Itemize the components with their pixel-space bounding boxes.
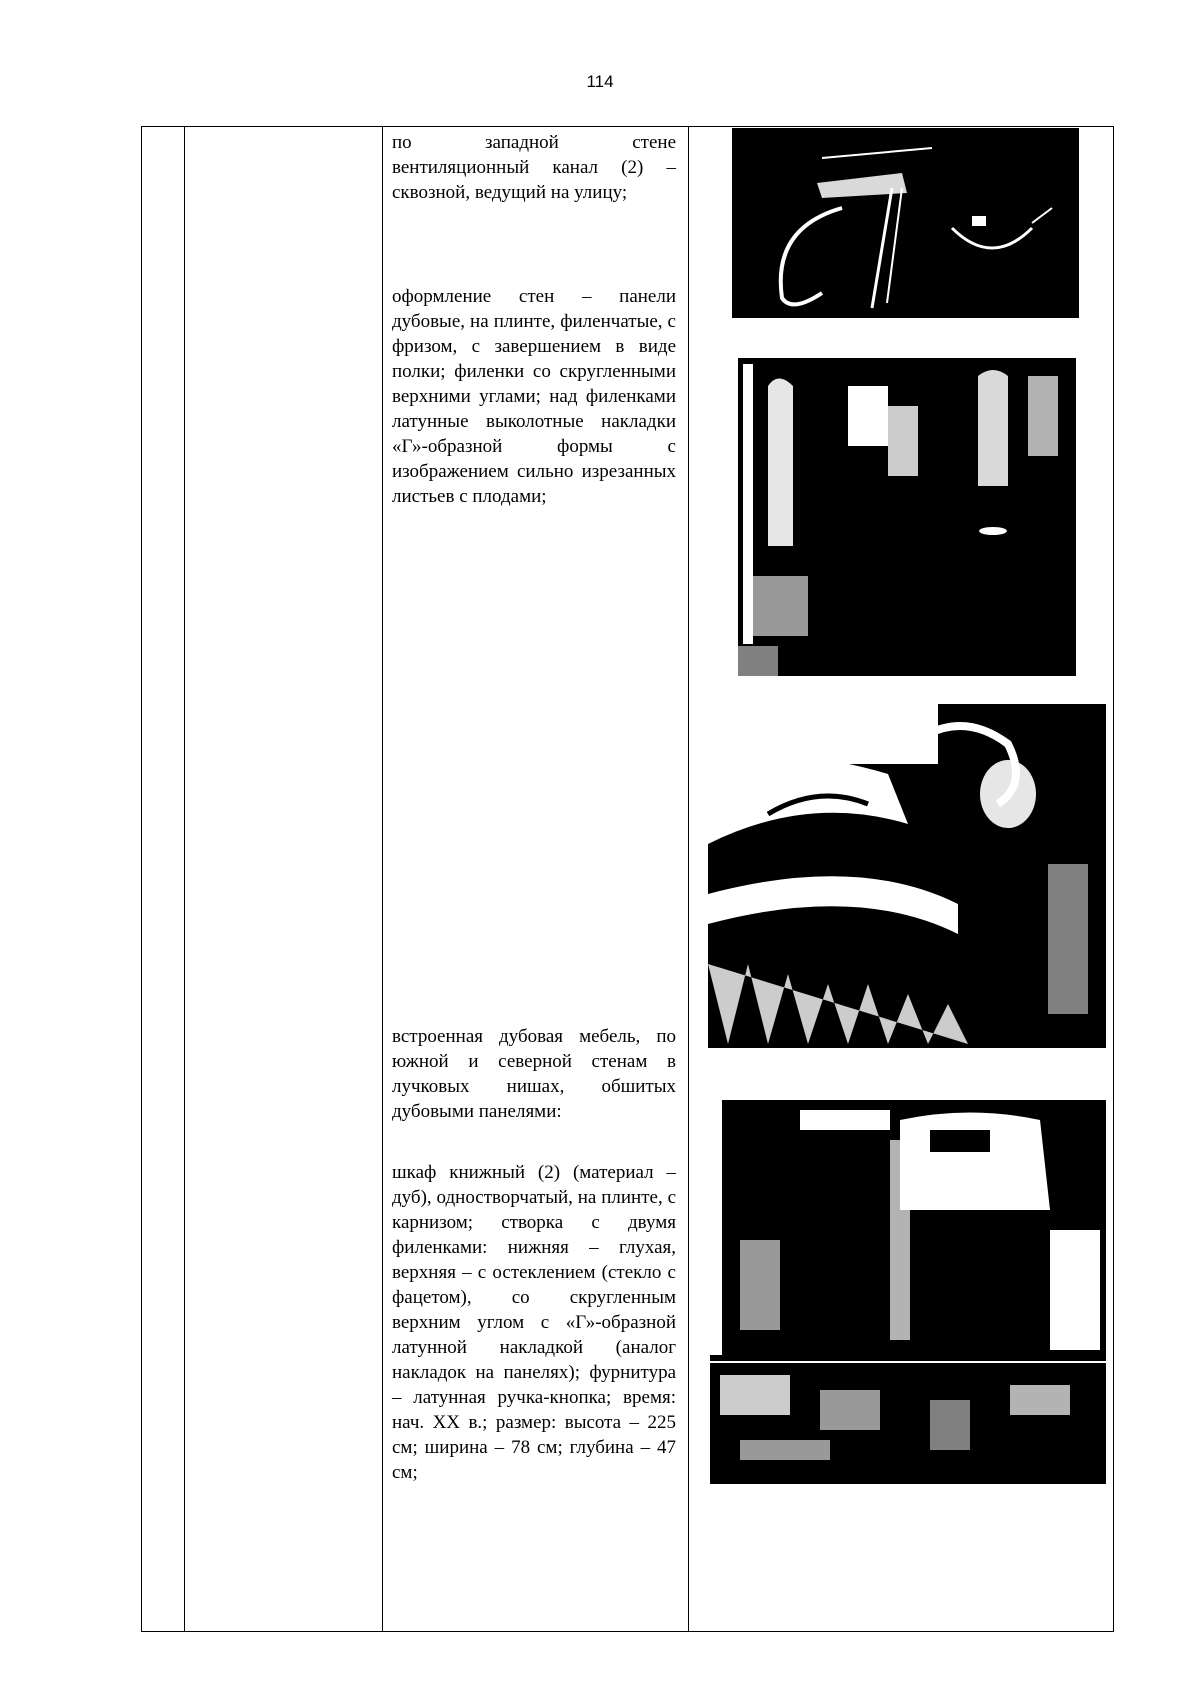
description-wall-panels: оформление стен – панели дубовые, на плинте, филенчатые, с фризом, с завершением в виде полки; филенки со скругленными верхними углами; над филенками латунные выколотные накладки «Г»-образной формы с изображением сильно изрезанных листьев с плодами; <box>392 286 676 507</box>
column-divider-1 <box>184 127 185 1631</box>
photo-brass-overlay-ornament <box>708 704 1106 1048</box>
column-divider-2 <box>382 127 383 1631</box>
photo-ventilation-channel <box>732 128 1079 318</box>
description-ventilation: по западной стене вентиляционный канал (2) – сквозной, ведущий на улицу; <box>392 132 676 203</box>
column-divider-3 <box>688 127 689 1631</box>
photo-oak-wall-panels <box>738 346 1076 676</box>
page-number: 114 <box>586 72 614 91</box>
description-built-in-furniture: встроенная дубовая мебель, по южной и северной стенам в лучковых нишах, обшитых дубовыми панелями: <box>392 1026 676 1122</box>
photo-bookcase <box>710 1100 1106 1484</box>
description-bookcase: шкаф книжный (2) (материал – дуб), одностворчатый, на плинте, с карнизом; створка с двумя филенками: нижняя – глухая, верхняя – с остеклением (стекло с фацетом), со скругленным верхним углом с «Г»-образной латунной накладкой (аналог накладок на панелях); фурнитура – латунная ручка-кнопка; время: нач. XX в.; размер: высота – 225 см; ширина – 78 см; глубина – 47 см; <box>392 1162 676 1483</box>
